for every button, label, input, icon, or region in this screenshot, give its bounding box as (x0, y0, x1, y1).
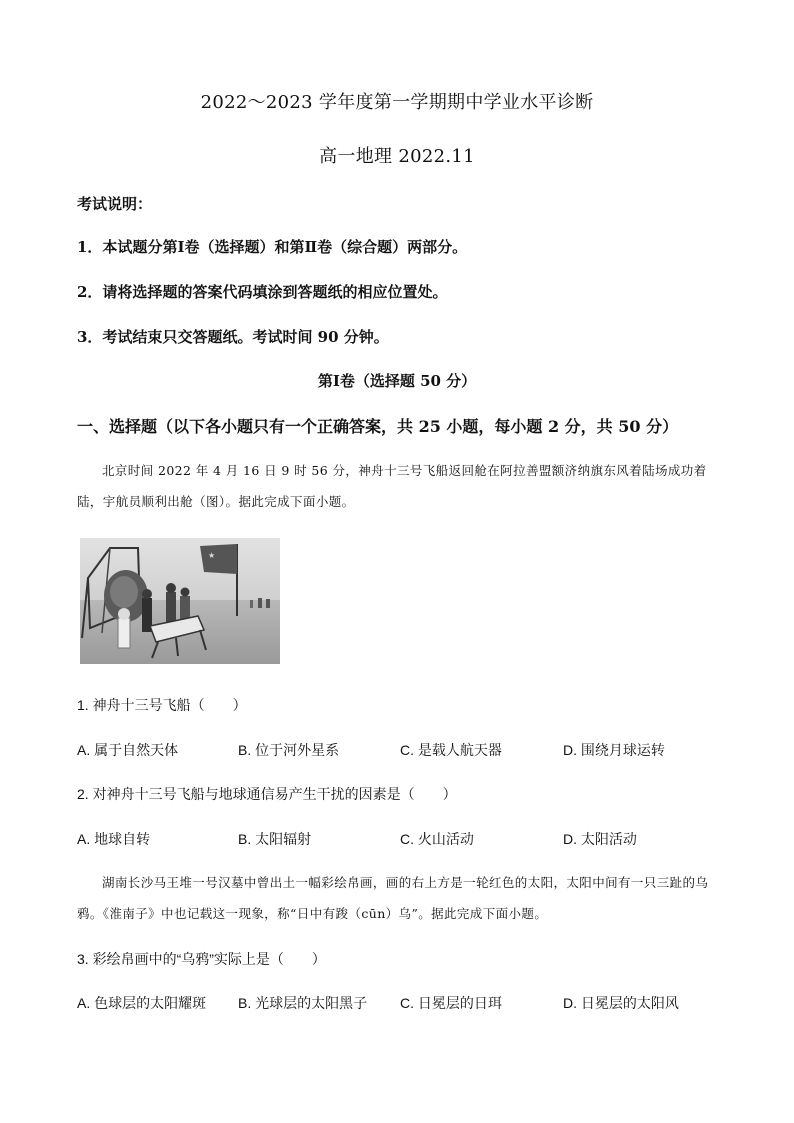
question-3-stem: 3. 彩绘帛画中的“乌鸦”实际上是（ ） (77, 951, 326, 967)
question-2-option-d[interactable]: D. 太阳活动 (563, 831, 637, 847)
exam-subtitle: 高一地理 2022.11 (319, 146, 475, 167)
question-3-option-a[interactable]: A. 色球层的太阳耀斑 (77, 995, 207, 1011)
question-2-option-b[interactable]: B. 太阳辐射 (238, 831, 312, 847)
question-1-option-c[interactable]: C. 是载人航天器 (400, 742, 502, 758)
svg-text:★: ★ (208, 551, 216, 560)
question-1-option-b[interactable]: B. 位于河外星系 (238, 742, 340, 758)
section-heading: 第Ⅰ卷（选择题 50 分） (317, 372, 477, 390)
question-3-option-d[interactable]: D. 日冕层的太阳风 (563, 995, 679, 1011)
passage-1: 北京时间 2022 年 4 月 16 日 9 时 56 分，神舟十三号飞船返回舱在阿拉善盟额济纳旗东风着陆场成功着陆，宇航员顺利出舱（图）。据此完成下面小题。 (77, 463, 707, 509)
question-2-option-c[interactable]: C. 火山活动 (400, 831, 474, 847)
return-capsule-landing-photo-icon (80, 538, 280, 664)
return-capsule-photo (80, 538, 280, 664)
exam-title: 2022～2023 学年度第一学期期中学业水平诊断 (200, 92, 594, 113)
question-3-option-b[interactable]: B. 光球层的太阳黑子 (238, 995, 368, 1011)
instruction-item-1: 1．本试题分第Ⅰ卷（选择题）和第Ⅱ卷（综合题）两部分。 (77, 238, 468, 256)
question-1-option-d[interactable]: D. 围绕月球运转 (563, 742, 665, 758)
passage-2: 湖南长沙马王堆一号汉墓中曾出土一幅彩绘帛画，画的右上方是一轮红色的太阳，太阳中间有一只三趾的乌鸦。《淮南子》中也记载这一现象，称“日中有踆（cūn）乌”。据此完成下面小题。 (77, 875, 709, 921)
question-2-stem: 2. 对神舟十三号飞船与地球通信易产生干扰的因素是（ ） (77, 786, 457, 802)
question-3-option-c[interactable]: C. 日冕层的日珥 (400, 995, 502, 1011)
instruction-item-2: 2．请将选择题的答案代码填涂到答题纸的相应位置处。 (77, 283, 448, 301)
question-1-option-a[interactable]: A. 属于自然天体 (77, 742, 179, 758)
instructions-heading: 考试说明： (77, 195, 153, 213)
question-2-option-a[interactable]: A. 地球自转 (77, 831, 151, 847)
instruction-item-3: 3．考试结束只交答题纸。考试时间 90 分钟。 (77, 328, 389, 346)
question-1-stem: 1. 神舟十三号飞船（ ） (77, 697, 247, 713)
part-heading: 一、选择题（以下各小题只有一个正确答案，共 25 小题，每小题 2 分，共 50 分） (77, 417, 679, 436)
